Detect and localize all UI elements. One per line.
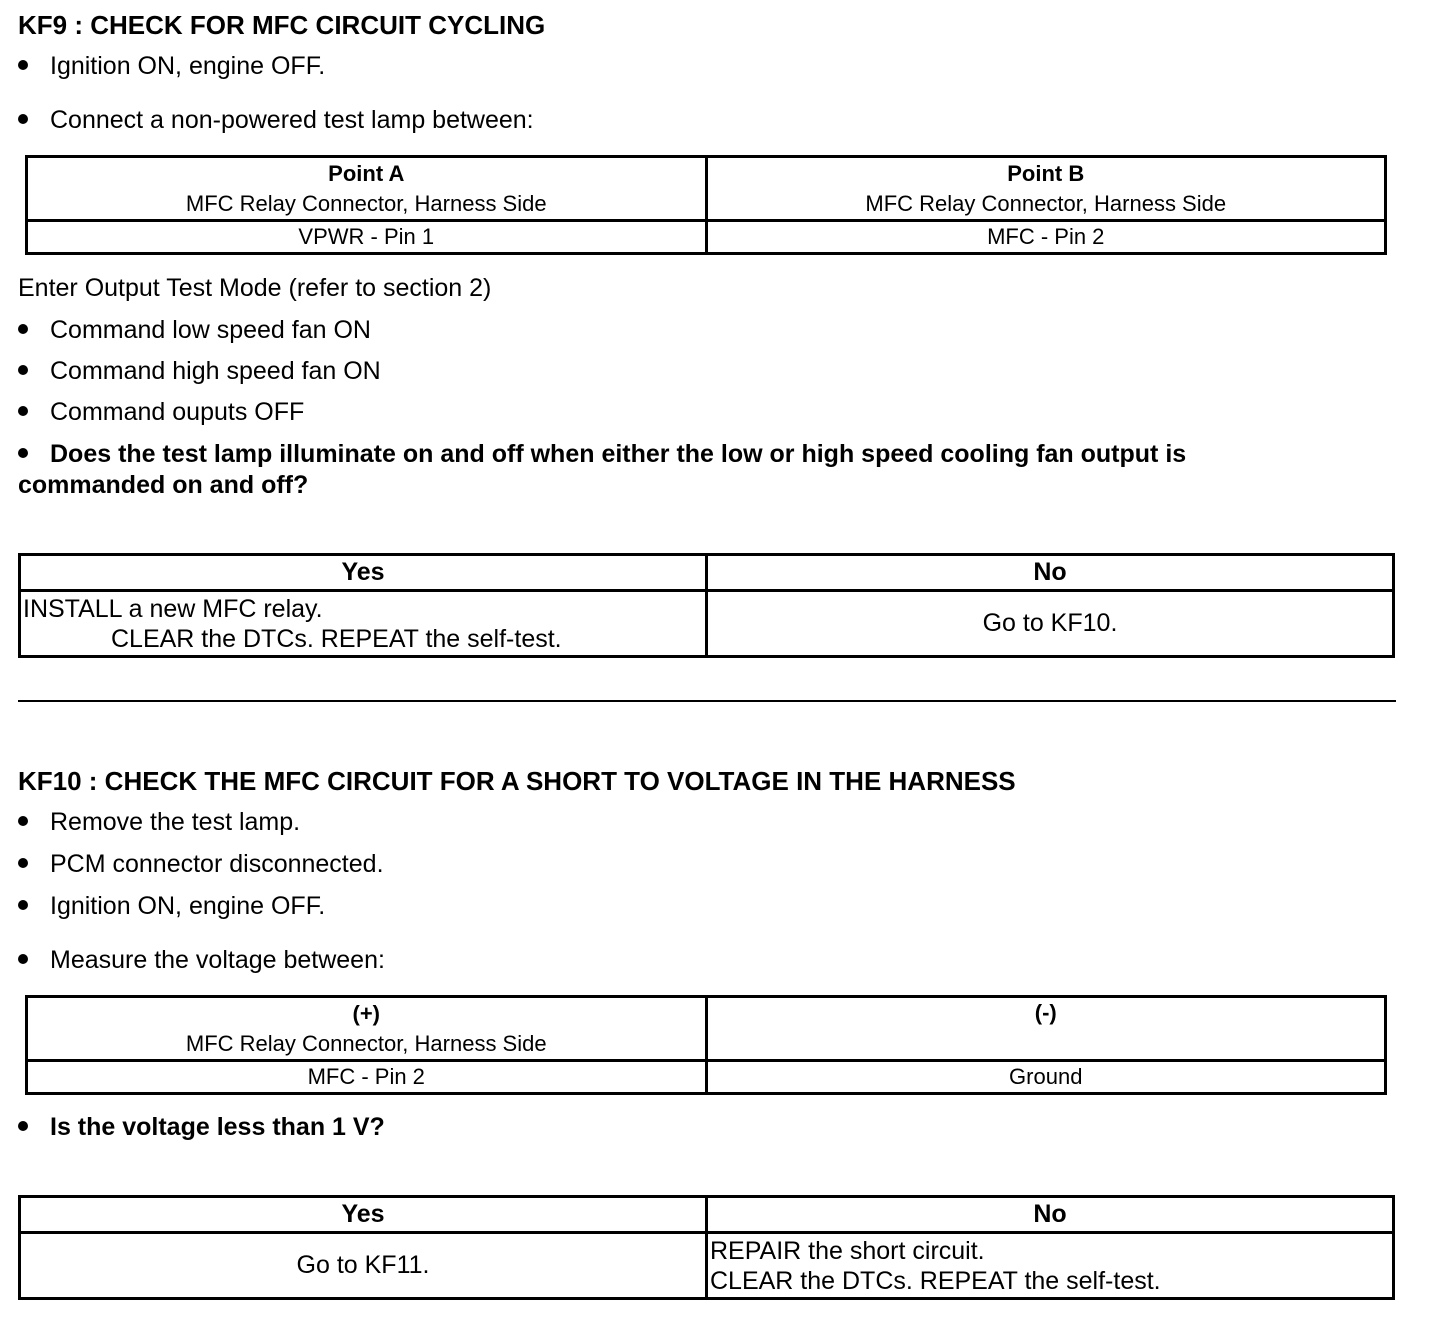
kf9-question-cont: commanded on and off?: [18, 471, 309, 499]
no-action-line2: CLEAR the DTCs. REPEAT the self-test.: [710, 1266, 1161, 1295]
kf10-step-pcm: [18, 850, 384, 879]
yes-header: Yes: [20, 1197, 707, 1233]
kf9-result-table: [18, 553, 1395, 658]
kf9-enter-output-test: Enter Output Test Mode (refer to section 2): [18, 274, 492, 302]
step-text: PCM connector disconnected.: [50, 850, 384, 878]
bullet-icon: [18, 365, 28, 375]
kf10-title: KF10 : CHECK THE MFC CIRCUIT FOR A SHORT TO VOLTAGE IN THE HARNESS: [18, 766, 1016, 796]
step-text: Command low speed fan ON: [50, 316, 371, 344]
bullet-icon: [18, 816, 28, 826]
bullet-icon: [18, 1121, 28, 1131]
yes-action-line2: CLEAR the DTCs. REPEAT the self-test.: [111, 624, 562, 653]
positive-subtitle: MFC Relay Connector, Harness Side: [185, 1030, 547, 1056]
bullet-icon: [18, 954, 28, 964]
bullet-icon: [18, 114, 28, 124]
point-a-title: Point A: [328, 160, 405, 186]
point-b-subtitle: MFC Relay Connector, Harness Side: [865, 190, 1227, 216]
no-action: [707, 1233, 1394, 1299]
section-divider: [18, 700, 1396, 702]
step-text: Command high speed fan ON: [50, 357, 381, 385]
negative-header: [706, 997, 1386, 1061]
kf10-step-ignition: [18, 892, 325, 921]
bullet-icon: [18, 858, 28, 868]
step-text: Measure the voltage between:: [50, 946, 385, 974]
kf9-step-outputs-off: [18, 398, 304, 427]
kf10-step-measure: [18, 946, 385, 975]
bullet-icon: [18, 900, 28, 910]
positive-value: MFC - Pin 2: [27, 1061, 707, 1094]
point-a-subtitle: MFC Relay Connector, Harness Side: [185, 190, 547, 216]
point-a-header: [27, 157, 707, 221]
no-header: No: [707, 1197, 1394, 1233]
point-a-value: VPWR - Pin 1: [27, 221, 707, 254]
no-action: Go to KF10.: [707, 591, 1394, 657]
step-text: Remove the test lamp.: [50, 808, 301, 836]
yes-action: [20, 591, 707, 657]
step-text: Ignition ON, engine OFF.: [50, 52, 326, 80]
point-b-title: Point B: [1007, 160, 1085, 186]
bullet-icon: [18, 324, 28, 334]
kf9-test-lamp-table: [25, 155, 1387, 255]
bullet-icon: [18, 448, 28, 458]
yes-action-line1: INSTALL a new MFC relay.: [23, 594, 323, 623]
kf9-step-connect: [18, 106, 534, 135]
kf10-question: [18, 1113, 385, 1142]
positive-header: [27, 997, 707, 1061]
step-text: Command ouputs OFF: [50, 398, 305, 426]
point-b-header: [706, 157, 1386, 221]
negative-title: (-): [1034, 1000, 1057, 1025]
step-text: Ignition ON, engine OFF.: [50, 892, 326, 920]
no-action-line1: REPAIR the short circuit.: [710, 1236, 985, 1265]
kf9-question: [18, 440, 1186, 469]
bullet-icon: [18, 60, 28, 70]
kf10-step-remove-lamp: [18, 808, 300, 837]
yes-header: Yes: [20, 555, 707, 591]
question-text: Is the voltage less than 1 V?: [50, 1113, 385, 1141]
kf9-step-ignition: [18, 52, 325, 81]
positive-title: (+): [352, 1000, 380, 1026]
bullet-icon: [18, 406, 28, 416]
negative-value: Ground: [706, 1061, 1386, 1094]
yes-action: Go to KF11.: [20, 1233, 707, 1299]
question-text: Does the test lamp illuminate on and off when either the low or high speed cooling fan output is: [50, 440, 1187, 468]
kf9-title: KF9 : CHECK FOR MFC CIRCUIT CYCLING: [18, 10, 546, 40]
point-b-value: MFC - Pin 2: [706, 221, 1386, 254]
step-text: Connect a non-powered test lamp between:: [50, 106, 534, 134]
kf9-step-high-fan: [18, 357, 381, 386]
kf10-measure-table: [25, 995, 1387, 1095]
kf9-step-low-fan: [18, 316, 371, 345]
kf10-result-table: [18, 1195, 1395, 1300]
no-header: No: [707, 555, 1394, 591]
